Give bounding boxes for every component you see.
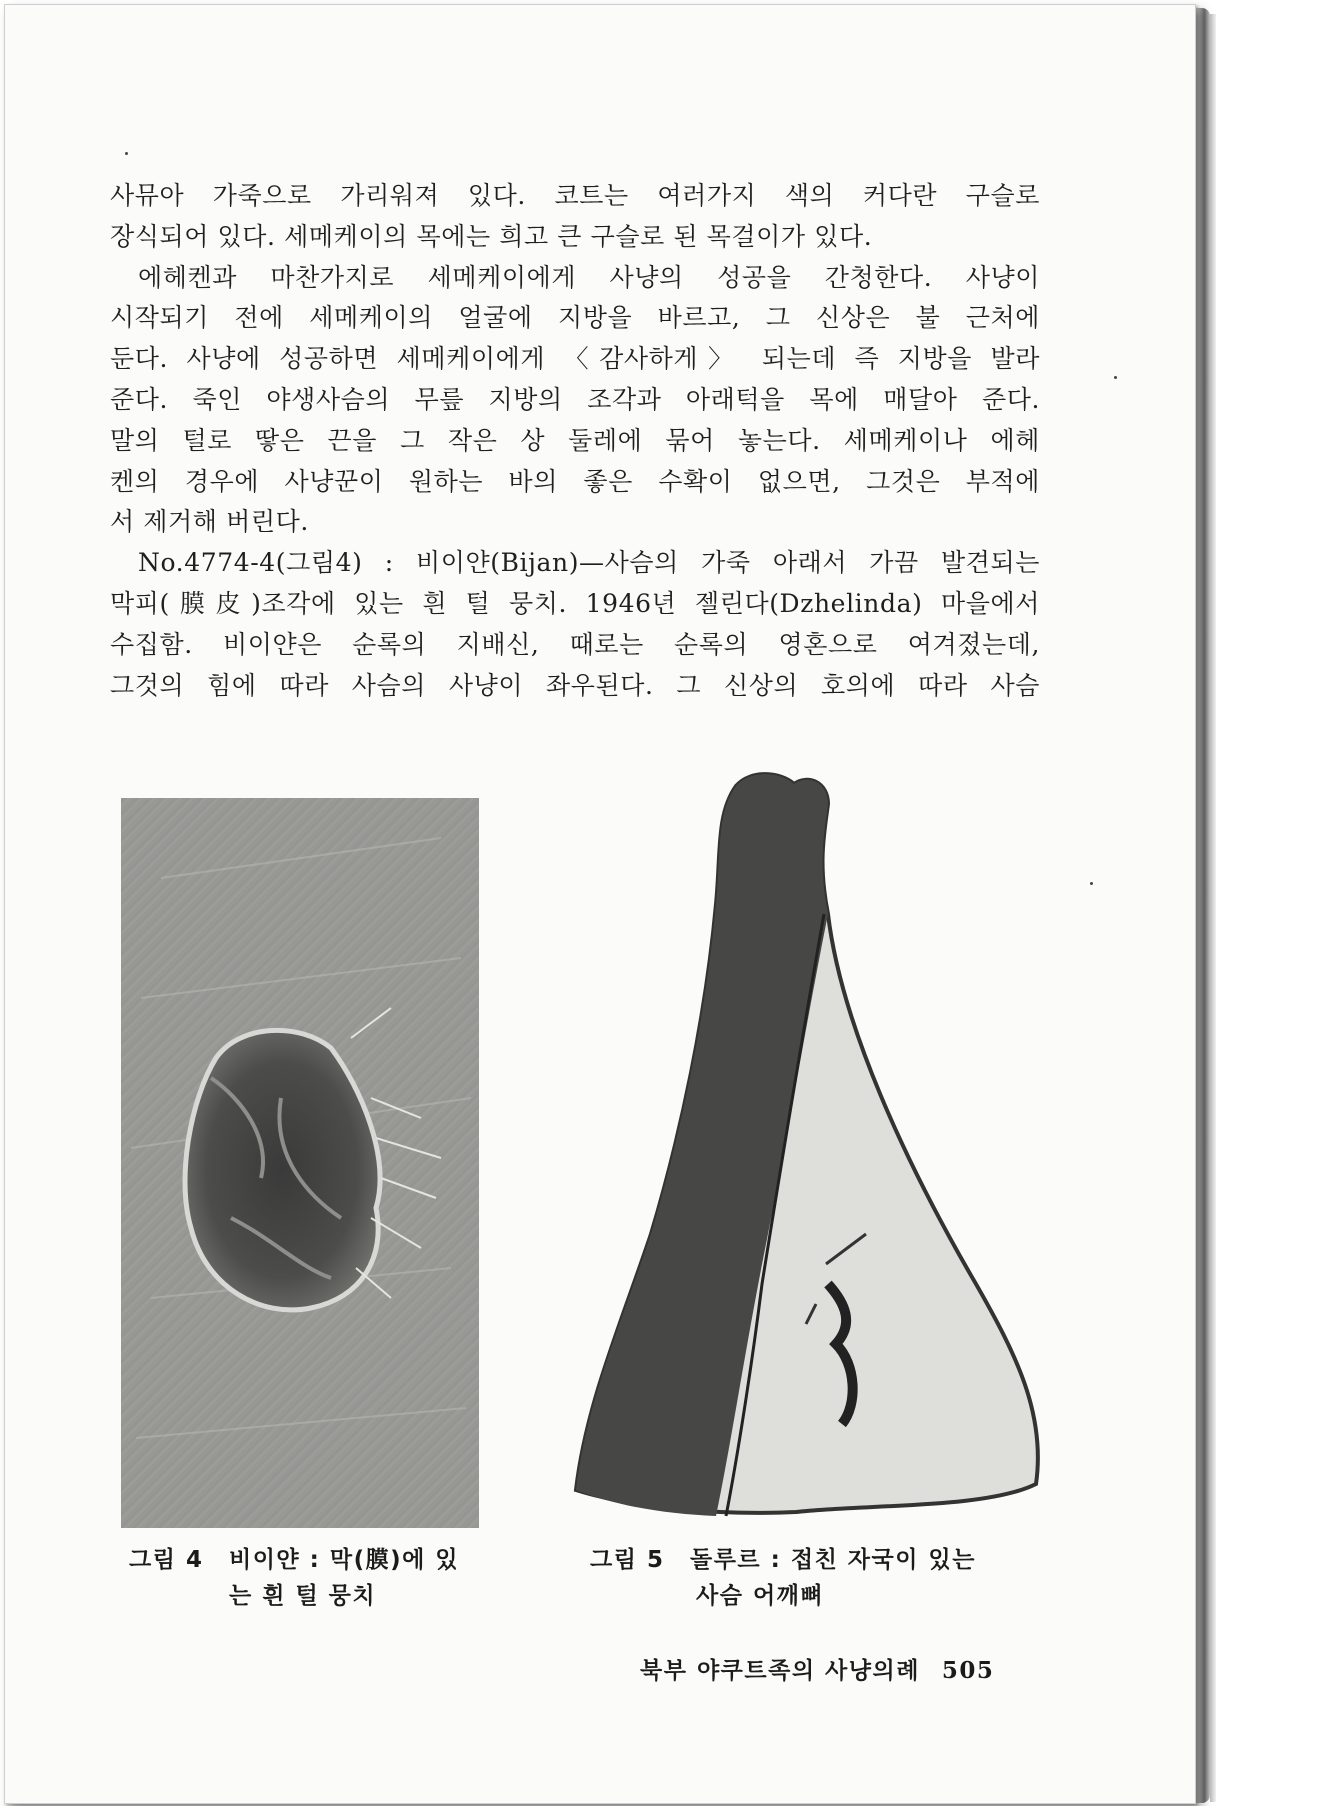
- hair-tuft-image: [121, 798, 479, 1528]
- figure-5-caption-line2: 사슴 어깨뼈: [696, 1583, 825, 1609]
- page-number: 505: [941, 1657, 995, 1684]
- text-line: 막피(膜皮)조각에 있는 흰 털 뭉치. 1946년 젤린다(Dzhelinda) 마을에서: [110, 588, 1040, 618]
- text-line: 시작되기 전에 세메케이의 얼굴에 지방을 바르고, 그 신상은 불 근처에: [110, 303, 1040, 333]
- text-line: 사뮤아 가죽으로 가리워져 있다. 코트는 여러가지 색의 커다란 구슬로: [110, 181, 1040, 210]
- figure-4-photo: [121, 798, 479, 1528]
- text-line: 둔다. 사냥에 성공하면 세메케이에게 〈감사하게〉 되는데 즉 지방을 발라: [110, 344, 1040, 374]
- figure-5-caption: [590, 1542, 1050, 1614]
- text-line: 그것의 힘에 따라 사슴의 사냥이 좌우된다. 그 신상의 호의에 따라 사슴: [110, 670, 1040, 700]
- page-edge-highlight: [1210, 14, 1216, 1802]
- page-edge-shadow: [1196, 8, 1210, 1803]
- print-speck: [125, 152, 128, 155]
- figure-4-caption-line2: 는 흰 털 뭉치: [229, 1583, 377, 1609]
- figure-5-caption-line1: 돌루르 : 접친 자국이 있는: [690, 1547, 976, 1573]
- running-title: 북부 야쿠트족의 사냥의례: [640, 1658, 920, 1684]
- figure-5-photo: [566, 764, 1050, 1534]
- text-line: No.4774-4(그림4) : 비이얀(Bijan)—사슴의 가죽 아래서 가끔 발견되는: [138, 548, 1040, 578]
- shoulder-blade-image: [566, 764, 1050, 1534]
- figure-5-label: 그림 5: [590, 1547, 665, 1573]
- figure-4-caption: [129, 1542, 549, 1614]
- text-line: 에헤켄과 마찬가지로 세메케이에게 사냥의 성공을 간청한다. 사냥이: [138, 262, 1040, 292]
- text-line: 장식되어 있다. 세메케이의 목에는 희고 큰 구슬로 된 목걸이가 있다.: [110, 221, 873, 251]
- text-line: 말의 털로 땋은 끈을 그 작은 상 둘레에 묶어 놓는다. 세메케이나 에헤: [110, 425, 1040, 455]
- page-footer: [640, 1652, 1020, 1685]
- body-text: [110, 176, 1040, 706]
- text-line: 서 제거해 버린다.: [110, 507, 309, 537]
- print-speck: [1090, 882, 1093, 885]
- text-line: 켄의 경우에 사냥꾼이 원하는 바의 좋은 수확이 없으면, 그것은 부적에: [110, 466, 1040, 496]
- figure-4-label: 그림 4: [129, 1547, 204, 1573]
- text-line: 준다. 죽인 야생사슴의 무릎 지방의 조각과 아래턱을 목에 매달아 준다.: [110, 384, 1040, 414]
- print-speck: [1114, 376, 1117, 379]
- text-line: 수집함. 비이얀은 순록의 지배신, 때로는 순록의 영혼으로 여겨졌는데,: [110, 629, 1040, 659]
- figure-4-caption-line1: 비이얀 : 막(膜)에 있: [229, 1547, 460, 1573]
